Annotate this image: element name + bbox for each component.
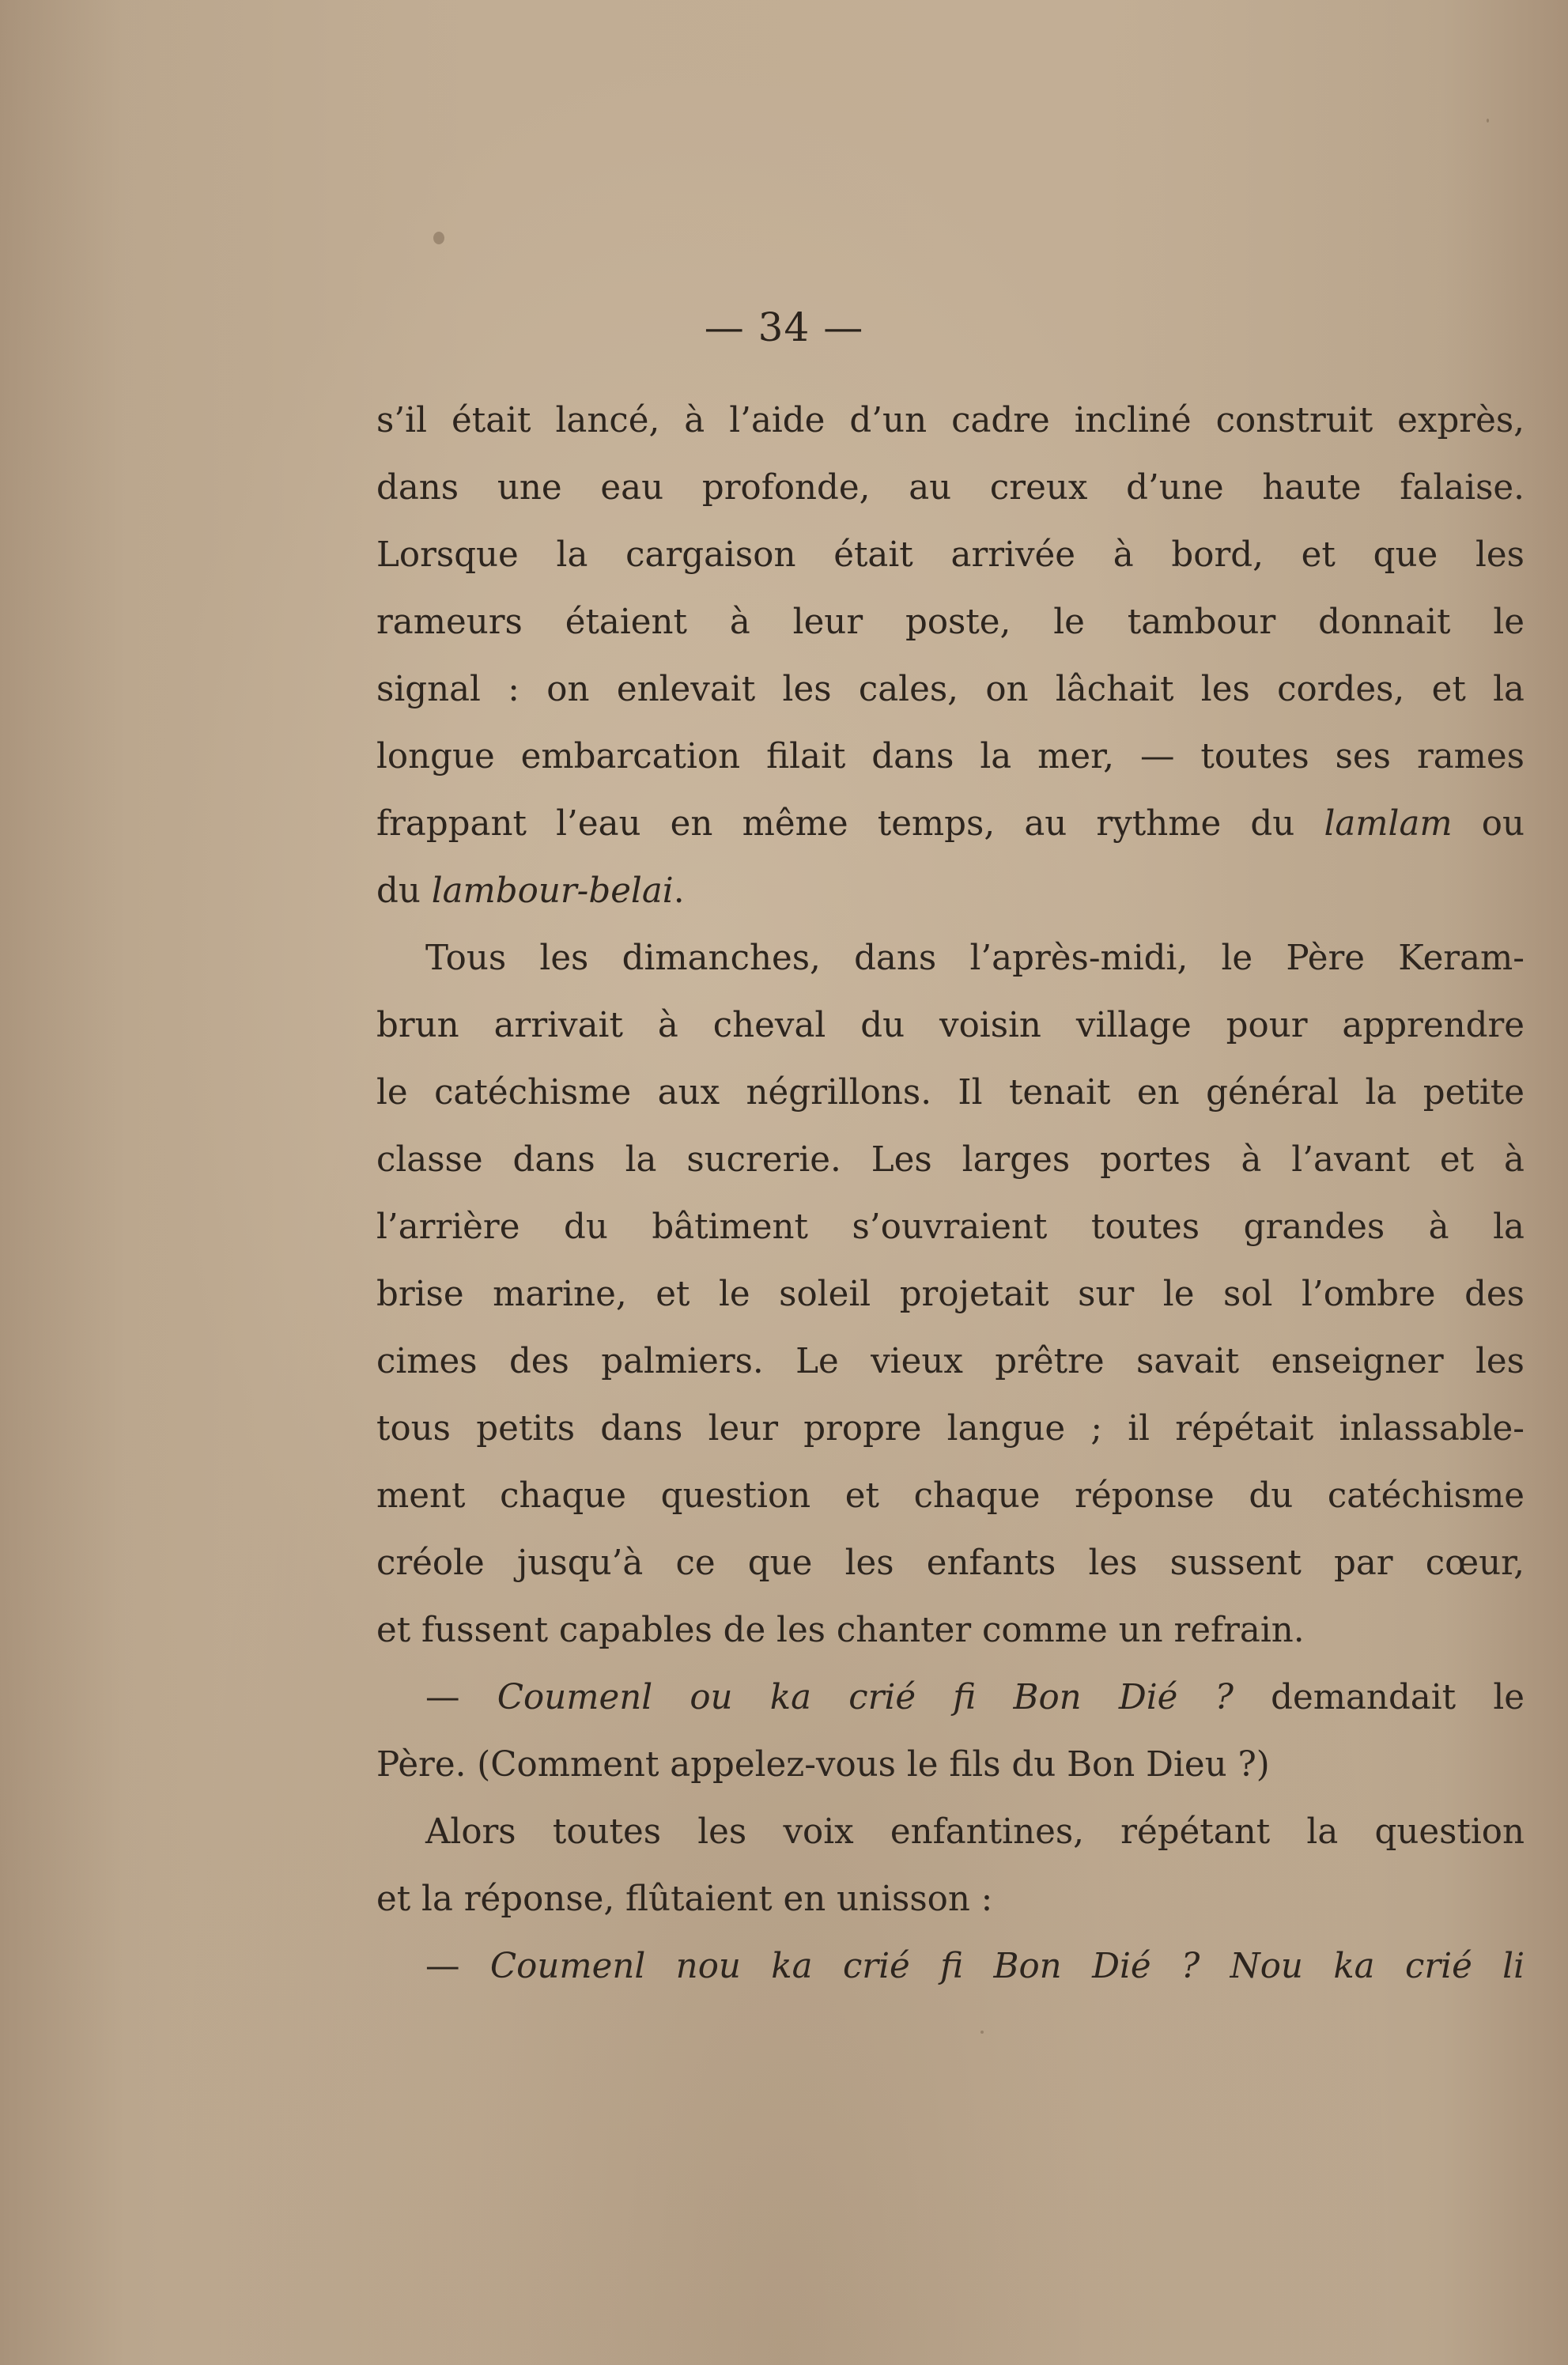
text-run: demandait le xyxy=(1233,1678,1525,1717)
text-line: longue embarcation filait dans la mer, — toutes ses rames xyxy=(376,737,1525,776)
text-line: Père. (Comment appelez-vous le fils du Bon Dieu ?) xyxy=(376,1745,1270,1785)
creole-answer: Coumenl nou ka crié fi Bon Dié ? Nou ka crié li xyxy=(489,1947,1525,1986)
text-line: ment chaque question et chaque réponse du catéchisme xyxy=(376,1476,1525,1516)
text-line: l’arrière du bâtiment s’ouvraient toutes grandes à la xyxy=(376,1207,1525,1247)
text-line xyxy=(376,1933,1525,2000)
text-run: du xyxy=(376,871,432,911)
text-line: Tous les dimanches, dans l’après-midi, le Père Keram- xyxy=(425,939,1525,978)
paragraph xyxy=(376,387,1525,925)
text-line: dans une eau profonde, au creux d’une haute falaise. xyxy=(376,468,1525,508)
text-line: s’il était lancé, à l’aide d’un cadre incliné construit exprès, xyxy=(376,401,1525,440)
text-run: — xyxy=(425,1947,490,1986)
text-line xyxy=(376,858,1525,925)
paragraph xyxy=(376,1664,1525,1799)
text-line: brise marine, et le soleil projetait sur le sol l’ombre des xyxy=(376,1275,1525,1314)
text-line: Alors toutes les voix enfantines, répétant la question xyxy=(425,1812,1525,1852)
text-line: classe dans la sucrerie. Les larges portes à l’avant et à xyxy=(376,1140,1525,1180)
text-line xyxy=(376,1664,1525,1732)
paper-speck xyxy=(1487,119,1489,123)
creole-question: Coumenl ou ka crié fi Bon Dié ? xyxy=(497,1678,1234,1717)
text-line: signal : on enlevait les cales, on lâchait les cordes, et la xyxy=(376,670,1525,709)
text-line: créole jusqu’à ce que les enfants les sussent par cœur, xyxy=(376,1543,1525,1583)
text-run: frappant l’eau en même temps, au rythme du xyxy=(376,804,1324,844)
text-line: le catéchisme aux négrillons. Il tenait en général la petite xyxy=(376,1073,1525,1113)
text-line: brun arrivait à cheval du voisin village pour apprendre xyxy=(376,1006,1525,1045)
page-number: — 34 — xyxy=(704,304,864,350)
text-line: et fussent capables de les chanter comme un refrain. xyxy=(376,1611,1305,1650)
text-line: et la réponse, flûtaient en unisson : xyxy=(376,1880,993,1919)
paragraph xyxy=(376,1799,1525,1933)
italic-term: lamlam xyxy=(1324,804,1453,844)
text-line: Lorsque la cargaison était arrivée à bord, et que les xyxy=(376,535,1525,575)
text-line: tous petits dans leur propre langue ; il répétait inlassable- xyxy=(376,1409,1525,1449)
paragraph xyxy=(376,1933,1525,2000)
text-line: cimes des palmiers. Le vieux prêtre savait enseigner les xyxy=(376,1342,1525,1381)
text-run: ou xyxy=(1452,804,1525,844)
paragraph xyxy=(376,925,1525,1664)
paper-speck xyxy=(433,232,444,244)
paper-speck xyxy=(980,2031,984,2034)
body-text xyxy=(376,387,1525,2000)
text-line xyxy=(376,791,1525,858)
text-run: — xyxy=(425,1678,497,1717)
italic-term: lambour-belai xyxy=(431,871,674,911)
text-run: . xyxy=(673,871,685,911)
text-line: rameurs étaient à leur poste, le tambour donnait le xyxy=(376,603,1525,642)
